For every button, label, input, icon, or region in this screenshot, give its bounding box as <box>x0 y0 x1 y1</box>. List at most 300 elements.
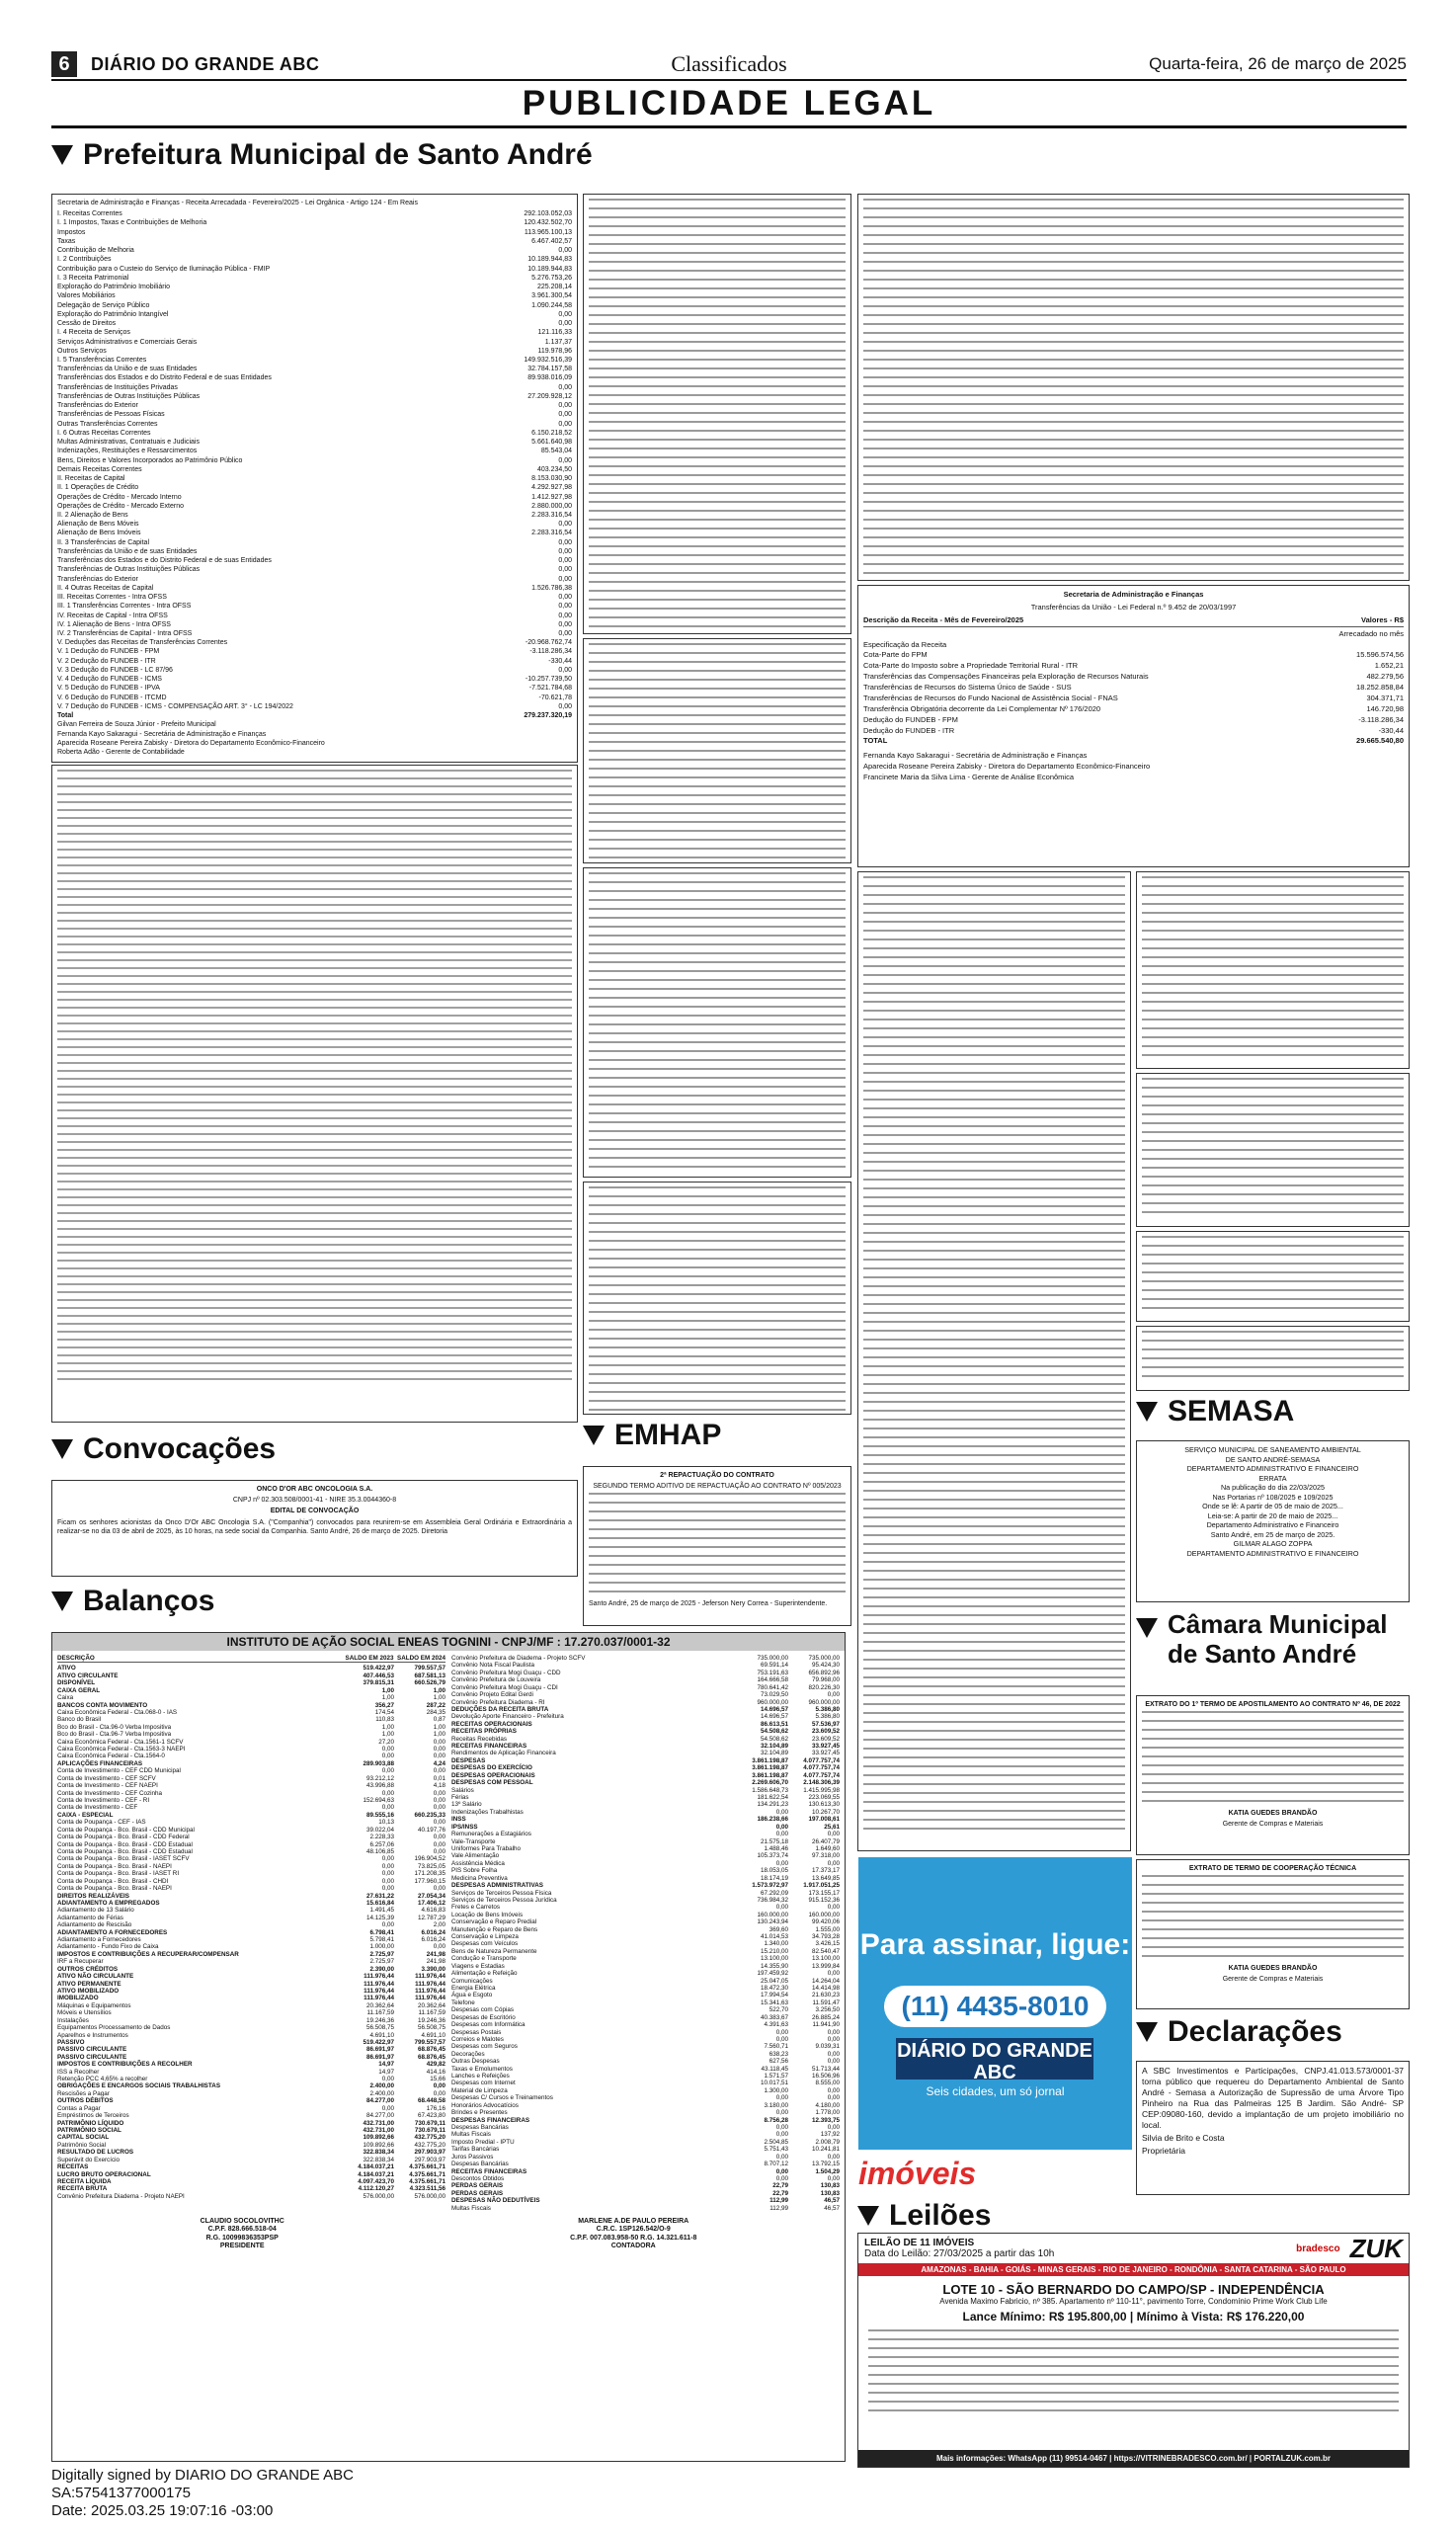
row-value-2023: 0,00 <box>381 2076 394 2083</box>
row-label: Bens, Direitos e Valores Incorporados ao Patrimônio Público <box>57 456 243 464</box>
row-value-2023: 130.243,94 <box>757 1918 788 1926</box>
table-row <box>57 556 572 565</box>
row-label: PERDAS GERAIS <box>451 2189 504 2197</box>
declaracao-text: A SBC Investimentos e Participações, CNPJ.41.013.573/0001-37 torna público que requereu do Departamento Ambiental de Santo André - Semasa a Autorização de Supressão de uma Árvore Tipo Pinheiro na Rua das Palmeiras 125 B Jardim. São André- SP CEP:09080-160, devido a implantação de um projeto imobiliário no local. <box>1142 2066 1404 2131</box>
table-row <box>451 2058 840 2065</box>
row-label: IV. 1 Alienação de Bens - Intra OFSS <box>57 620 171 628</box>
paper-name: DIÁRIO DO GRANDE ABC <box>91 54 320 74</box>
table-row <box>57 2032 445 2039</box>
row-label: Caixa Econômica Federal - Cta.1564-0 <box>57 1753 165 1760</box>
table-row <box>451 2205 840 2212</box>
transfer-col2b: Arrecadado no mês <box>1338 628 1404 638</box>
row-label: Transferências do Exterior <box>57 575 138 583</box>
row-label: Conta de Poupança - Bco. Brasil - NAEPI <box>57 1885 172 1893</box>
table-row <box>57 438 572 447</box>
row-label: Retenção PCC 4,65% a recolher <box>57 2076 148 2083</box>
receita-table <box>57 209 572 720</box>
table-row <box>451 2131 840 2138</box>
table-row <box>451 1706 840 1713</box>
triangle-icon <box>857 2206 879 2226</box>
table-row <box>57 1760 445 1767</box>
row-value: -330,44 <box>1378 725 1404 735</box>
row-value-2024: 0,00 <box>827 1904 840 1912</box>
table-row <box>451 1867 840 1874</box>
row-value-2024: 0,00 <box>827 2050 840 2058</box>
triangle-icon <box>1136 1618 1158 1638</box>
signer-name: MARLENE A.DE PAULO PEREIRA <box>578 2218 689 2226</box>
row-value-2023: 32.104,89 <box>760 1743 788 1751</box>
row-label: II. Receitas de Capital <box>57 475 125 483</box>
table-row <box>451 1809 840 1816</box>
row-label: 13º Salário <box>451 1801 482 1809</box>
row-label: DIREITOS REALIZÁVEIS <box>57 1892 130 1900</box>
table-row <box>57 1863 445 1870</box>
col-header-2024: SALDO EM 2024 <box>397 1655 445 1662</box>
row-value-2024: 68.876,45 <box>417 2046 445 2054</box>
signer-line: Gilvan Ferreira de Souza Júnior - Prefeito Municipal <box>57 721 216 729</box>
row-value: 0,00 <box>558 666 572 674</box>
table-row <box>57 2105 445 2112</box>
row-label: V. Deduções das Receitas de Transferências Correntes <box>57 639 228 647</box>
camara-extrato-1 <box>1136 1695 1410 1855</box>
row-label: Contribuição para o Custeio do Serviço de Iluminação Pública - FMIP <box>57 265 271 273</box>
leilao-lance: Lance Mínimo: R$ 195.800,00 | Mínimo à Vista: R$ 176.220,00 <box>962 2310 1305 2324</box>
row-label: Energia Elétrica <box>451 1984 496 1992</box>
row-value: 0,00 <box>558 310 572 318</box>
row-label: Transferências dos Estados e do Distrito Federal e de suas Entidades <box>57 557 272 565</box>
row-label: II. 1 Operações de Crédito <box>57 484 139 492</box>
page-number: 6 <box>51 51 77 77</box>
decreto-18399-box <box>857 194 1410 581</box>
row-value: -7.521.784,68 <box>528 685 572 693</box>
table-row <box>57 2097 445 2104</box>
row-value: 292.103.052,03 <box>524 210 572 218</box>
row-value-2023: 93.212,12 <box>365 1774 394 1782</box>
table-row <box>57 392 572 401</box>
ad-headline: Para assinar, ligue: <box>859 1928 1131 1961</box>
row-value-2023: 25.047,05 <box>760 1977 788 1985</box>
row-label: ADIANTAMENTO A FORNECEDORES <box>57 1928 168 1936</box>
row-label: Máquinas e Equipamentos <box>57 2001 131 2009</box>
row-value-2023: 0,00 <box>775 2153 788 2161</box>
row-value-2024: 0,00 <box>827 1831 840 1838</box>
table-row <box>57 1819 445 1826</box>
table-row <box>57 1995 445 2001</box>
table-row <box>57 1834 445 1840</box>
table-row <box>57 2149 445 2156</box>
row-label: Conta de Investimento - CEF NAEPI <box>57 1782 158 1790</box>
imoveis-logo: imóveis <box>858 2156 977 2191</box>
row-value-2024: 730.679,11 <box>414 2127 445 2134</box>
row-label: I. 4 Receita de Serviços <box>57 329 130 337</box>
row-label: Salários <box>451 1786 474 1794</box>
row-label: Conta de Poupança - Bco. Brasil - IASET RI <box>57 1870 180 1878</box>
notice-text <box>1142 1078 1404 1213</box>
table-row <box>57 410 572 419</box>
signer-cpf: C.P.F. 828.666.518-04 <box>207 2226 277 2234</box>
row-value-2024: 23.609,52 <box>811 1728 840 1736</box>
table-row <box>57 1753 445 1759</box>
table-row <box>451 1992 840 1999</box>
row-value-2023: 432.731,00 <box>363 2127 394 2134</box>
table-row <box>451 2021 840 2028</box>
table-row <box>451 1904 840 1911</box>
table-row <box>451 2168 840 2175</box>
row-label: Especificação da Receita <box>863 639 947 649</box>
table-row <box>451 2036 840 2043</box>
row-value-2023: 6.798,41 <box>369 1928 394 1936</box>
deficiencia-notice <box>1136 871 1410 1069</box>
row-value-2024: 0,00 <box>433 1943 445 1951</box>
table-row <box>57 218 572 227</box>
row-value-2024: 0,00 <box>433 1847 445 1855</box>
table-row <box>451 2014 840 2021</box>
semasa-line: SERVIÇO MUNICIPAL DE SANEAMENTO AMBIENTAL <box>1184 1445 1361 1454</box>
table-row <box>451 1750 840 1756</box>
row-label: Despesas Bancárias <box>451 2161 509 2168</box>
row-value-2024: 0,00 <box>433 1819 445 1827</box>
row-label: RECEITAS OPERACIONAIS <box>451 1720 532 1728</box>
row-value-2023: 519.422,97 <box>363 1665 394 1672</box>
row-label: Vale-Transporte <box>451 1837 496 1845</box>
row-value-2023: 8.756,28 <box>764 2116 788 2124</box>
row-label: Indenizações Trabalhistas <box>451 1808 524 1816</box>
row-value-2023: 2.228,33 <box>369 1834 394 1841</box>
row-value-2023: 111.976,44 <box>364 1987 394 1995</box>
camara-extrato-2 <box>1136 1859 1410 2009</box>
row-label: Devolução Aporte Financeiro - Prefeitura <box>451 1713 564 1721</box>
row-value-2023: 1.488,46 <box>764 1844 788 1852</box>
table-row <box>57 1878 445 1885</box>
row-value-2023: 164.666,58 <box>757 1676 788 1684</box>
row-value-2024: 1.778,00 <box>815 2109 840 2117</box>
row-value-2023: 110,83 <box>375 1716 394 1724</box>
transfer-subtitle: Transferências da União - Lei Federal n.º 9.452 de 20/03/1997 <box>1030 602 1237 612</box>
table-row <box>57 1790 445 1797</box>
row-value-2024: 26.885,24 <box>811 2013 840 2021</box>
signer-rg: R.G. 10099836353PSP <box>205 2234 279 2242</box>
row-value-2024: 0,00 <box>827 2174 840 2182</box>
row-label: III. Receitas Correntes - Intra OFSS <box>57 594 167 602</box>
row-label: I. 5 Transferências Correntes <box>57 356 147 364</box>
camara-extrato-title: EXTRATO DO 1º TERMO DE APOSTILAMENTO AO CONTRATO Nº 46, DE 2022 <box>1145 1701 1401 1708</box>
table-row <box>57 1915 445 1921</box>
balanco-title: INSTITUTO DE AÇÃO SOCIAL ENEAS TOGNINI - CNPJ/MF : 17.270.037/0001-32 <box>52 1633 845 1651</box>
row-label: Conta de Poupança - Bco. Brasil - CDD Federal <box>57 1834 190 1841</box>
row-value-2024: 176,16 <box>426 2104 445 2112</box>
table-row <box>451 1670 840 1676</box>
row-value-2023: 1.586.648,73 <box>752 1786 788 1794</box>
camara-signer: KATIA GUEDES BRANDÃO <box>1228 1810 1318 1818</box>
table-row <box>57 675 572 684</box>
row-value-2023: 519.422,97 <box>363 2038 394 2046</box>
table-row <box>57 283 572 291</box>
row-value-2023: 111.976,44 <box>364 1980 394 1988</box>
row-label: Adiantamento a Fornecedores <box>57 1936 141 1944</box>
row-value-2023: 0,00 <box>775 2109 788 2117</box>
section-heading-leiloes <box>857 2199 991 2233</box>
row-value-2024: 14.414,98 <box>811 1984 840 1992</box>
row-value-2023: 111.976,44 <box>364 1995 394 2002</box>
row-value-2023: 4.097.423,70 <box>358 2177 394 2185</box>
convocacao-box <box>51 1480 578 1577</box>
row-value-2024: 95.424,30 <box>811 1662 840 1670</box>
row-value-2023: 186.238,66 <box>757 1816 788 1824</box>
table-row <box>57 1951 445 1958</box>
row-value-2024: 11.167,59 <box>418 2009 445 2017</box>
row-value-2023: 112,99 <box>769 2204 788 2212</box>
leilao-ad[interactable] <box>857 2233 1410 2468</box>
ad-tagline: Seis cidades, um só jornal <box>926 2084 1065 2098</box>
row-value: 0,00 <box>558 594 572 602</box>
table-row <box>57 593 572 602</box>
row-value: 4.292.927,98 <box>531 484 572 492</box>
row-value-2023: 48.106,85 <box>365 1847 394 1855</box>
row-value: 0,00 <box>558 521 572 529</box>
row-value: -3.118.286,34 <box>529 648 572 656</box>
table-row <box>451 1970 840 1977</box>
row-label: Transferências de Recursos do Fundo Nacional de Assistência Social - FNAS <box>863 693 1118 702</box>
leilao-footer[interactable]: Mais informações: WhatsApp (11) 99514-0467 | https://VITRINEBRADESCO.com.br/ | PORTALZUK.com.br <box>858 2450 1409 2467</box>
table-row <box>57 520 572 529</box>
row-value-2024: 13.100,00 <box>811 1955 840 1963</box>
row-label: I. 3 Receita Patrimonial <box>57 274 129 282</box>
table-row <box>451 1728 840 1735</box>
table-row <box>57 1900 445 1907</box>
row-value-2024: 1.917.051,25 <box>803 1882 840 1890</box>
ad-brand: DIÁRIO DO GRANDE ABC <box>897 2040 1092 2083</box>
row-label: Patrimônio Social <box>57 2141 106 2149</box>
row-label: Adiantamento de Férias <box>57 1914 123 1921</box>
row-value-2024: 0,00 <box>433 1789 445 1797</box>
row-value-2024: 111.976,44 <box>415 1973 445 1981</box>
page-header <box>51 51 1407 81</box>
row-value-2024: 27.054,34 <box>417 1892 445 1900</box>
row-label: Material de Limpeza <box>451 2086 508 2094</box>
row-label: Instalações <box>57 2016 89 2024</box>
row-value-2023: 356,27 <box>374 1701 394 1709</box>
row-label: Transferências do Exterior <box>57 402 138 410</box>
row-value-2024: 33.927,45 <box>811 1743 840 1751</box>
row-value-2024: 1,00 <box>433 1731 445 1739</box>
row-value-2024: 429,82 <box>426 2061 445 2069</box>
row-label: Conta de Poupança - Bco. Brasil - NAEPI <box>57 1862 172 1870</box>
row-label: Despesas com Veículos <box>451 1940 519 1948</box>
row-label: Contas a Pagar <box>57 2104 101 2112</box>
section-heading-label: SEMASA <box>1168 1395 1295 1428</box>
row-label: Convênio Nota Fiscal Paulista <box>451 1662 534 1670</box>
row-value-2023: 1,00 <box>381 1731 394 1739</box>
table-row <box>57 1679 445 1686</box>
row-value-2023: 0,00 <box>381 1855 394 1863</box>
semasa-line: Leia-se: A partir de 20 de maio de 2025... <box>1207 1510 1338 1520</box>
row-value-2023: 32.104,89 <box>760 1750 788 1757</box>
row-value-2023: 109.892,66 <box>363 2141 394 2149</box>
row-label: Conta de Poupança - CEF - IAS <box>57 1819 146 1827</box>
table-row <box>57 538 572 547</box>
table-row <box>57 1702 445 1709</box>
row-value-2023: 197.459,92 <box>757 1970 788 1978</box>
table-row <box>57 274 572 283</box>
row-label: Vale Alimentação <box>451 1852 500 1860</box>
table-row <box>57 291 572 300</box>
section-heading-convocacoes <box>51 1432 276 1466</box>
transfer-col1: Descrição da Receita - Mês de Fevereiro/2025 <box>863 614 1024 624</box>
table-row <box>57 1943 445 1950</box>
row-value: 0,00 <box>558 402 572 410</box>
table-row <box>451 2043 840 2050</box>
row-label: Caixa <box>57 1694 74 1702</box>
row-value: 6.467.402,57 <box>531 237 572 245</box>
table-row <box>57 1767 445 1774</box>
table-row <box>57 1672 445 1679</box>
row-label: LUCRO BRUTO OPERACIONAL <box>57 2170 151 2178</box>
row-value-2023: 4.391,63 <box>764 2021 788 2029</box>
row-value-2023: 15.616,84 <box>365 1899 394 1907</box>
row-value: 10.189.944,83 <box>527 265 572 273</box>
table-row <box>451 2197 840 2204</box>
row-value-2024: 1.555,00 <box>815 1925 840 1933</box>
table-row <box>57 1775 445 1782</box>
row-value-2024: 46,57 <box>824 2204 840 2212</box>
row-value-2023: 134.291,23 <box>757 1801 788 1809</box>
row-value-2023: 18.174,19 <box>760 1874 788 1882</box>
row-label: Conta de Investimento - CEF CDD Municipal <box>57 1767 181 1775</box>
table-row <box>57 420 572 429</box>
emhap-box <box>583 1466 851 1626</box>
table-row <box>451 1831 840 1837</box>
table-row <box>451 1713 840 1720</box>
row-value-2024: 14.264,04 <box>811 1977 840 1985</box>
section-heading-label: Declarações <box>1168 2015 1342 2048</box>
subscription-ad[interactable] <box>858 1857 1132 2150</box>
row-label: Conta de Poupança - Bco. Brasil - CHDI <box>57 1877 169 1885</box>
row-value-2024: 9.039,31 <box>815 2043 840 2051</box>
table-row <box>451 1882 840 1889</box>
row-value-2023: 369,60 <box>768 1925 788 1933</box>
receita-box <box>51 194 578 763</box>
row-value-2023: 0,00 <box>381 1746 394 1754</box>
row-value-2023: 19.246,36 <box>365 2016 394 2024</box>
row-value-2023: 1.571,57 <box>764 2073 788 2080</box>
table-row <box>451 2087 840 2094</box>
row-value: 121.116,33 <box>537 329 572 337</box>
table-row <box>451 1691 840 1698</box>
row-value-2023: 21.575,18 <box>760 1837 788 1845</box>
table-row <box>57 373 572 382</box>
table-row <box>863 640 1404 651</box>
row-label: Convênio Prefeitura Diadema - Projeto NAEPI <box>57 2192 185 2200</box>
row-value-2024: 20.362,64 <box>417 2001 445 2009</box>
row-label: Convênio Prefeitura Mogi Guaçu - CDD <box>451 1669 561 1676</box>
row-value-2023: 2.725,97 <box>369 1958 394 1966</box>
row-label: Despesas com Cópias <box>451 2006 514 2014</box>
row-label: DESPESAS DO EXERCÍCIO <box>451 1764 532 1772</box>
row-value-2024: 67.423,80 <box>417 2112 445 2120</box>
row-value-2024: 11.591,47 <box>812 1999 840 2006</box>
signature-line-1: Digitally signed by DIARIO DO GRANDE ABC <box>51 2467 354 2484</box>
table-row <box>863 650 1404 661</box>
row-value-2024: 1,00 <box>433 1723 445 1731</box>
table-row <box>57 647 572 656</box>
sabesp-notice <box>1136 1073 1410 1227</box>
row-label: IV. 2 Transferências de Capital - Intra OFSS <box>57 630 193 638</box>
table-row <box>57 602 572 611</box>
row-label: APLICAÇÕES FINANCEIRAS <box>57 1759 143 1767</box>
row-value-2023: 407.446,53 <box>363 1672 394 1679</box>
table-row <box>451 1816 840 1823</box>
row-value-2023: 14,97 <box>378 2061 394 2069</box>
section-heading-label: Balanços <box>83 1585 215 1617</box>
row-label: PASSIVO CIRCULANTE <box>57 2046 127 2054</box>
table-row <box>863 661 1404 672</box>
row-value: 149.932.516,39 <box>524 356 572 364</box>
row-label: Operações de Crédito - Mercado Interno <box>57 493 182 501</box>
table-row <box>57 265 572 274</box>
table-row <box>57 1687 445 1694</box>
table-row <box>57 1812 445 1819</box>
table-row <box>57 255 572 264</box>
row-value: 29.665.540,80 <box>1356 736 1404 746</box>
row-value: 0,00 <box>558 383 572 391</box>
balanco-box <box>51 1632 846 2462</box>
table-row <box>57 1936 445 1943</box>
row-label: Total <box>57 712 74 720</box>
table-row <box>57 1929 445 1936</box>
leilao-states: AMAZONAS - BAHIA - GOIÁS - MINAS GERAIS - RIO DE JANEIRO - RONDÔNIA - SANTA CATARINA - SÃO PAULO <box>858 2263 1409 2276</box>
row-label: Despesas de Escritório <box>451 2013 516 2021</box>
row-label: Viagens e Estadias <box>451 1962 505 1970</box>
row-value-2024: 2,00 <box>433 1921 445 1929</box>
row-value-2023: 7.560,71 <box>764 2043 788 2051</box>
row-label: Impostos <box>57 228 86 236</box>
row-value-2023: 39.022,04 <box>365 1826 394 1834</box>
row-value: 85.543,04 <box>540 448 572 455</box>
table-row <box>57 319 572 328</box>
notice-text <box>1142 1236 1404 1309</box>
row-value-2024: 73.825,05 <box>417 1862 445 1870</box>
row-value-2024: 13.999,84 <box>811 1962 840 1970</box>
contratos-notice <box>857 871 1131 1851</box>
row-value-2024: 4,18 <box>433 1782 445 1790</box>
row-value-2024: 2.008,79 <box>815 2138 840 2146</box>
row-label: Exploração do Patrimônio Imobiliário <box>57 284 170 291</box>
row-value: 0,00 <box>558 420 572 428</box>
row-value: -10.257.739,50 <box>525 676 572 684</box>
row-label: II. 2 Alienação de Bens <box>57 511 128 519</box>
table-row <box>451 1852 840 1859</box>
row-value-2024: 576.000,00 <box>414 2192 445 2200</box>
row-label: RECEITA LÍQUIDA <box>57 2177 112 2185</box>
row-value-2024: 4.375.661,71 <box>409 2177 445 2185</box>
row-label: Convênio Prefeitura Diadema - RI <box>451 1698 545 1706</box>
row-label: Conta de Investimento - CEF <box>57 1804 138 1812</box>
row-value-2023: 105.373,74 <box>757 1852 788 1860</box>
row-label: Equipamentos Processamento de Dados <box>57 2024 171 2032</box>
row-value-2024: 19.246,36 <box>417 2016 445 2024</box>
row-label: DESPESAS NÃO DEDUTÍVEIS <box>451 2197 540 2205</box>
emhap-subtitle: SEGUNDO TERMO ADITIVO DE REPACTUAÇÃO AO CONTRATO Nº 005/2023 <box>593 1483 842 1491</box>
row-label: Serviços de Terceiros Pessoa Jurídica <box>451 1896 557 1904</box>
table-row <box>863 693 1404 704</box>
row-label: RECEITAS FINANCEIRAS <box>451 2167 527 2175</box>
table-row <box>57 209 572 218</box>
row-value-2024: 0,00 <box>827 2153 840 2161</box>
row-value-2023: 5.751,43 <box>764 2146 788 2154</box>
row-value-2023: 0,00 <box>775 1859 788 1867</box>
row-value-2023: 2.269.606,70 <box>752 1779 788 1787</box>
row-value: 2.283.316,54 <box>531 530 572 537</box>
